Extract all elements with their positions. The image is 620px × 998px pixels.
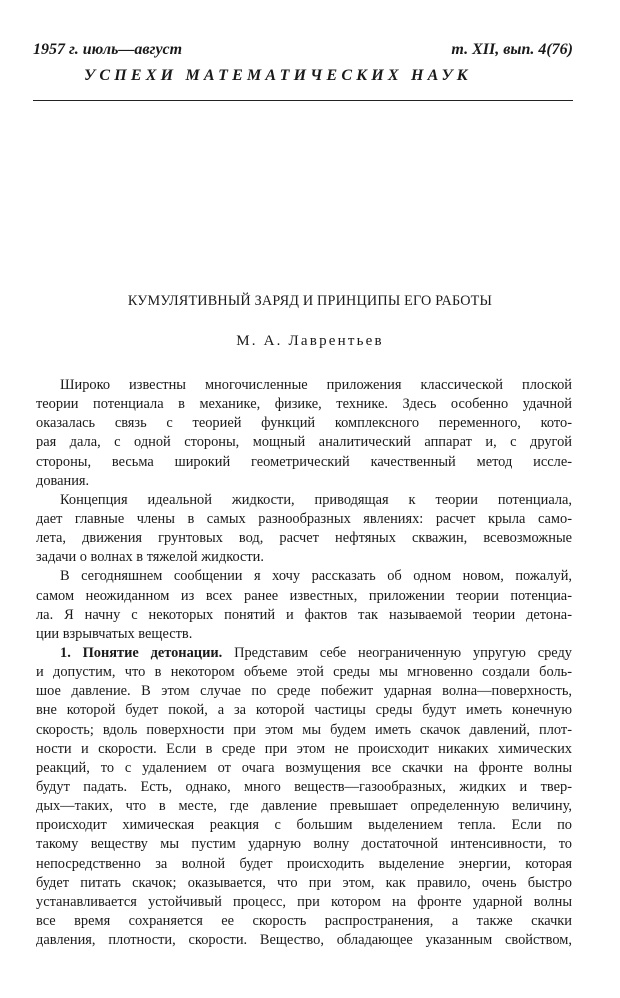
text-run: Представим себе неограниченную упругую среду [234, 644, 572, 661]
issue-date: 1957 г. июль—август [33, 41, 183, 58]
article-title: КУМУЛЯТИВНЫЙ ЗАРЯД И ПРИНЦИПЫ ЕГО РАБОТЫ [127, 293, 493, 309]
text-line: шое давление. В этом случае по среде побежит ударная волна—поверхность, [36, 683, 572, 700]
text-line: скорость; вдоль поверхности при этом мы будем иметь скачок давлений, плот- [36, 721, 572, 738]
header-rule [33, 100, 573, 101]
text-line: давления, плотности, скорости. Вещество, обладающее указанным свойством, [36, 932, 572, 949]
text-line: Широко известны многочисленные приложения классической плоской [60, 377, 572, 393]
article-body [36, 376, 572, 950]
text-line: устанавливается устойчивый процесс, при котором на фронте ударной волны [36, 893, 572, 910]
text-line: ности и скорости. Если в среде при этом не происходит никаких химических [36, 740, 572, 757]
text-line: вне которой будет покой, а за которой частицы среды будут иметь конечную [36, 702, 572, 719]
text-line: В сегодняшнем сообщении я хочу рассказать об одном новом, пожалуй, [60, 568, 572, 585]
text-line: такому веществу мы пустим ударную волну достаточной интенсивности, то [36, 836, 572, 853]
text-line: рая дала, с одной стороны, мощный аналитический аппарат и, с другой [36, 434, 572, 451]
text-line: все время сохраняется ее скорость распространения, а также скачки [36, 912, 572, 929]
section-heading: 1. Понятие детонации. [60, 644, 223, 661]
text-line: самом неожиданном из всех ранее известных, приложении теории потенциа- [36, 587, 572, 604]
text-line: ции взрывчатых веществ. [36, 625, 193, 642]
text-line: реакций, то с удалением от очага возмущения все скачки на фронте волны [36, 759, 572, 776]
text-line: будет питать скачок; оказывается, что при этом, как правило, очень быстро [36, 874, 572, 891]
text-line: задачи о волнах в тяжелой жидкости. [36, 549, 264, 566]
text-line: дает главные члены в самых разнообразных явлениях: расчет крыла само- [36, 510, 572, 527]
text-line: будут падать. Есть, однако, много веществ—газообразных, жидких и твер- [36, 778, 572, 795]
text-line: стороны, весьма широкий геометрический качественный метод иссле- [36, 453, 572, 470]
volume-issue: т. XII, вып. 4(76) [451, 41, 573, 58]
text-line: лета, движения грунтовых вод, расчет нефтяных скважин, всевозможные [36, 530, 572, 547]
section-first-line [36, 644, 572, 663]
text-line: оказалась связь с теорией функций комплексного переменного, кото- [36, 415, 572, 432]
journal-title: УСПЕХИ МАТЕМАТИЧЕСКИХ НАУК [84, 67, 472, 84]
text-line: происходит химическая реакция с большим выделением тепла. Если по [36, 817, 572, 834]
text-line: непосредственно за волной будет происходить выделение энергии, которая [36, 855, 572, 872]
text-line: дования. [36, 472, 90, 489]
text-line: дых—таких, что в месте, где давление превышает определенную величину, [36, 798, 572, 815]
text-line: Концепция идеальной жидкости, приводящая к теории потенциала, [60, 491, 572, 508]
text-line: ла. Я начну с некоторых понятий и фактов так называемой теории детона- [36, 606, 572, 623]
text-line: теории потенциала в механике, физике, технике. Здесь особенно удачной [36, 396, 572, 413]
text-line: и допустим, что в некотором объеме этой среды мы мгновенно создали боль- [36, 664, 572, 681]
article-author: М. А. Лаврентьев [236, 333, 384, 349]
